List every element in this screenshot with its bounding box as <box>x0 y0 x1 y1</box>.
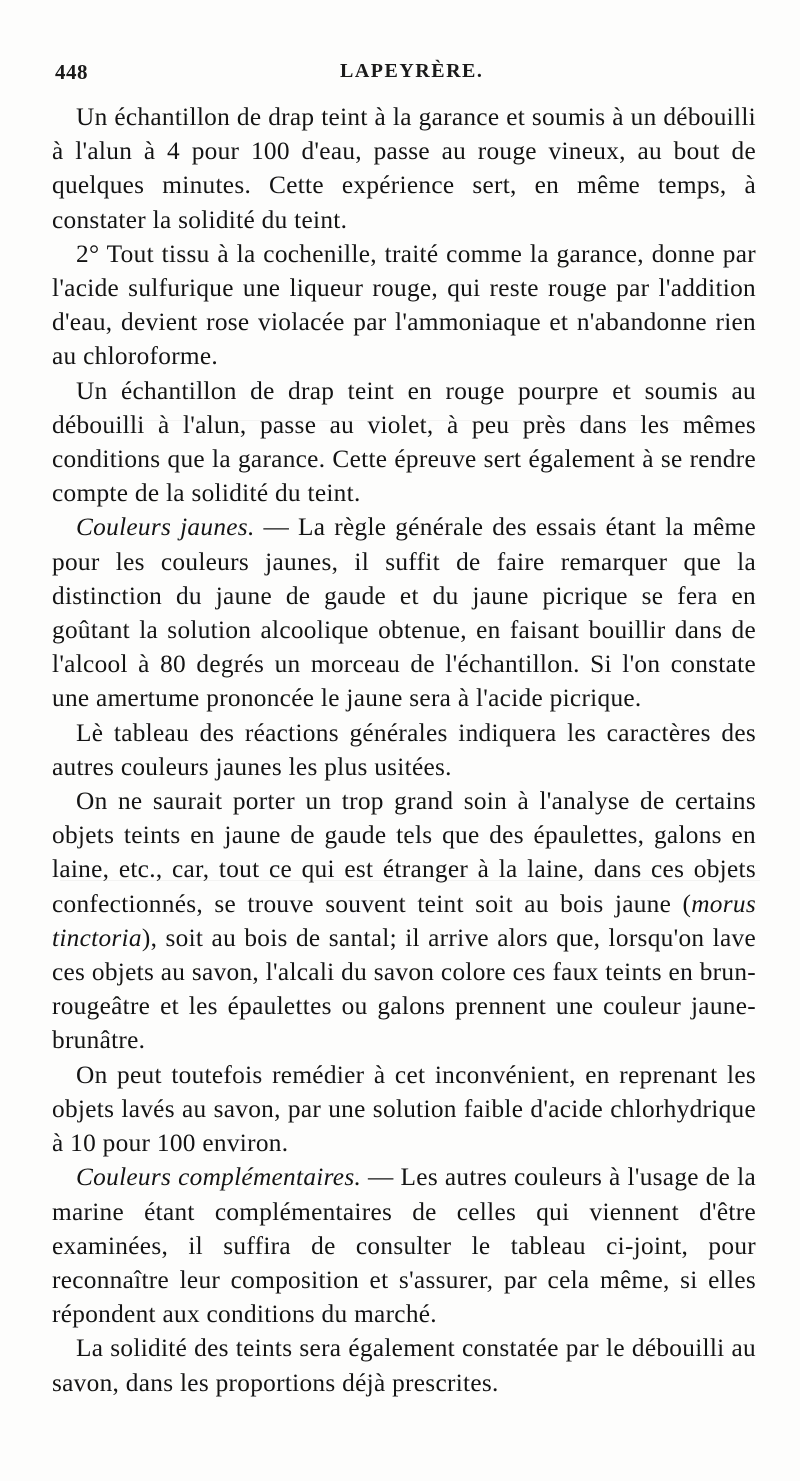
page-header <box>55 60 755 88</box>
paragraph <box>52 100 756 237</box>
paragraph <box>52 237 756 374</box>
text-run: ), soit au bois de santal; il arrive alors que, lorsqu'on lave ces objets au savon, l'alcali du savon colore ces faux teints en brun-rougeâtre et les épaulettes ou galons prennent une couleur jaune-brunâtre. <box>52 923 756 1055</box>
italic-run: morus tinctoria <box>52 889 756 952</box>
italic-run: Couleurs jaunes. <box>76 513 255 542</box>
paragraph <box>52 1331 756 1399</box>
text-run: — La règle générale des essais étant la même pour les couleurs jaunes, il suffit de faire remarquer que la distinction du jaune de gaude et du jaune picrique se fera en goûtant la solution alcoolique obtenue, en faisant bouillir dans de l'alcool à 80 degrés un morceau de l'échantillon. Si l'on constate une amertume prononcée le jaune sera à l'acide picrique. <box>52 513 756 713</box>
text-run: 2° Tout tissu à la cochenille, traité comme la garance, donne par l'acide sulfurique une liqueur rouge, qui reste rouge par l'addition d'eau, devient rose violacée par l'ammoniaque et n'abandonne rien au chloroforme. <box>52 239 756 371</box>
paragraph <box>52 374 756 511</box>
body-text <box>52 100 756 1400</box>
text-run: — Les autres couleurs à l'usage de la marine étant complémentaires de celles qui viennent d'être examinées, il suffira de consulter le tableau ci-joint, pour reconnaître leur composition et s'assurer, par cela même, si elles répondent aux conditions du marché. <box>52 1163 756 1329</box>
running-head: LAPEYRÈRE. <box>340 60 484 82</box>
italic-run: Couleurs complémentaires. <box>76 1163 362 1192</box>
paragraph <box>52 510 756 715</box>
paragraph <box>52 716 756 784</box>
text-run: Un échantillon de drap teint à la garance et soumis à un débouilli à l'alun à 4 pour 100 d'eau, passe au rouge vineux, au bout de quelques minutes. Cette expérience sert, en même temps, à constater la solidité du teint. <box>52 103 756 234</box>
text-run: Un échantillon de drap teint en rouge pourpre et soumis au débouilli à l'alun, passe au violet, à peu près dans les mêmes conditions que la garance. Cette épreuve sert également à se rendre compte de la solidité du teint. <box>52 376 756 508</box>
text-run: On peut toutefois remédier à cet inconvénient, en reprenant les objets lavés au savon, par une solution faible d'acide chlorhydrique à 10 pour 100 environ. <box>52 1060 756 1158</box>
page-number: 448 <box>55 60 88 84</box>
text-run: On ne saurait porter un trop grand soin à l'analyse de certains objets teints en jaune de gaude tels que des épaulettes, galons en laine, etc., car, tout ce qui est étranger à la laine, dans ces objets confectionnés, se trouve souvent teint soit au bois jaune ( <box>52 787 756 918</box>
paragraph <box>52 784 756 1058</box>
paragraph <box>52 1160 756 1331</box>
text-run: La solidité des teints sera également constatée par le débouilli au savon, dans les proportions déjà prescrites. <box>52 1334 756 1397</box>
paragraph <box>52 1058 756 1161</box>
text-run: Lè tableau des réactions générales indiquera les caractères des autres couleurs jaunes les plus usitées. <box>52 718 756 781</box>
